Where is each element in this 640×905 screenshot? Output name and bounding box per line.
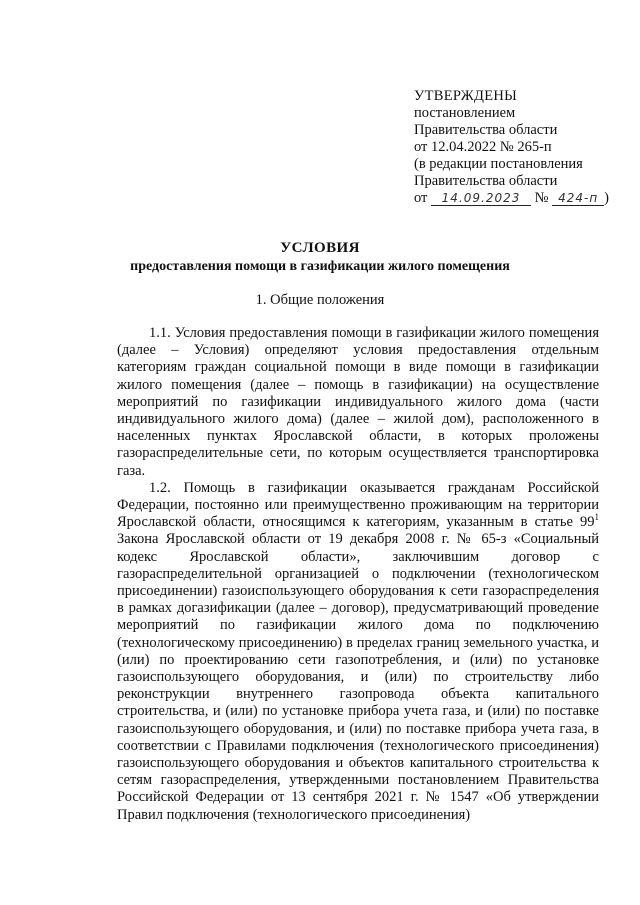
approval-line-4: от 12.04.2022 № 265-п [414,139,552,155]
handwritten-number: 424-п [552,191,604,206]
document-subtitle: предоставления помощи в газификации жилого помещения [130,259,510,274]
paragraph-1-2-part-b: Закона Ярославской области от 19 декабря 2008 г. № 65-з «Социальный кодекс Ярославской области», заключившим договор с газораспределительной организацией о подключении (технологическом присоединении) газоиспользующего оборудования к сети газораспределения в рамках догазификации (далее – договор), предусматривающий проведение мероприятий по газификации жилого дома по подключению (технологическому присоединению) в пределах границ земельного участка, и (или) по проектированию сети газопотребления, и (или) по установке газоиспользующего оборудования, и (или) по строительству либо реконструкции внутреннего газопровода объекта капитального строительства, и (или) по установке прибора учета газа, и (или) по поставке газоиспользующего оборудования, и (или) по поставке прибора учета газа, в соответствии с Правилами подключения (технологического присоединения) газоиспользующего оборудования и объектов капитального строительства к сетям газораспределения, утвержденными постановлением Правительства Российской Федерации от 13 сентября 2021 г. № 1547 «Об утверждении Правил подключения (технологического присоединения) [117,531,599,823]
article-superscript: 1 [594,512,599,523]
document-body [117,325,599,824]
approval-stamp [414,88,614,207]
approval-ot: от [414,190,428,206]
approval-number-sign: № [534,190,549,206]
paragraph-1-1: 1.1. Условия предоставления помощи в газификации жилого помещения (далее – Условия) определяют условия предоставления отдельным категориям граждан социальной помощи в виде помощи в газификации жилого помещения (далее – помощь в газификации) на осуществление мероприятий по газификации индивидуального жилого дома (части индивидуального жилого дома) (далее – жилой дом), расположенного в населенных пунктах Ярославской области, в которых проложены газораспределительные сети, по которым осуществляется транспортировка газа. [117,325,599,479]
approval-line-2: постановлением [414,105,516,121]
approval-line-7 [414,190,614,207]
approval-line-6: Правительства области [414,173,558,189]
paragraph-1-2-part-a: 1.2. Помощь в газификации оказывается гражданам Российской Федерации, постоянно или преимущественно проживающим на территории Ярославской области, относящимся к категориям, указанным в статье 99 [117,479,599,531]
section-heading: 1. Общие положения [255,292,385,308]
approval-line-3: Правительства области [414,122,558,138]
handwritten-date: 14.09.2023 [431,191,531,206]
document-title: УСЛОВИЯ [280,240,360,256]
approval-heading: УТВЕРЖДЕНЫ [414,88,518,104]
approval-line-5: (в редакции постановления [414,156,583,172]
approval-close-paren: ) [604,190,609,206]
paragraph-1-2 [117,480,599,824]
